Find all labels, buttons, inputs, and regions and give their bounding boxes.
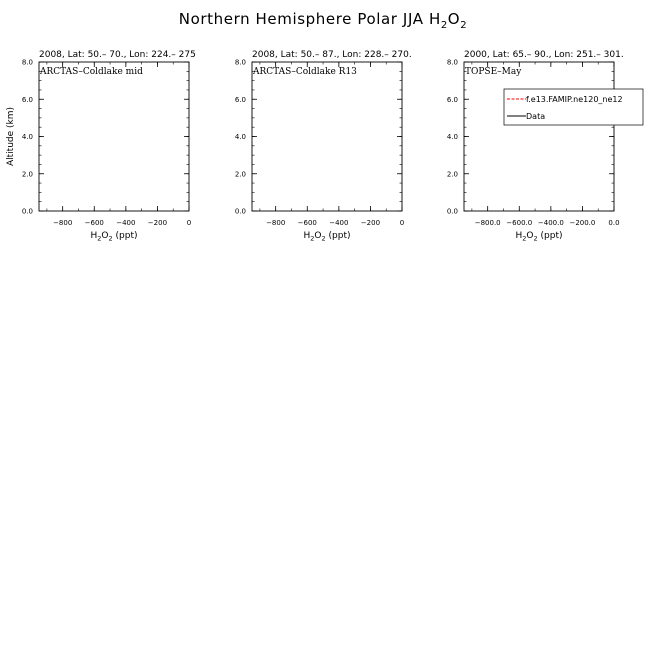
plot-frame — [39, 62, 189, 211]
x-tick-label: −400.0 — [537, 219, 564, 227]
panel-label: ARCTAS–Coldlake R13 — [253, 67, 357, 77]
y-tick-label: 2.0 — [21, 170, 33, 179]
x-tick-label: −600 — [297, 219, 317, 227]
y-tick-label: 0.0 — [446, 207, 458, 216]
x-axis-label: $H_2O_2$ (ppt) — [515, 231, 563, 243]
x-axis-label: $H_2O_2$ (ppt) — [90, 231, 138, 243]
x-axis-label: $H_2O_2$ (ppt) — [303, 231, 351, 243]
plot-frame — [464, 62, 614, 211]
y-tick-label: 6.0 — [234, 95, 246, 104]
y-tick-label: 4.0 — [446, 133, 458, 141]
x-tick-label: −600 — [84, 219, 104, 227]
y-tick-label: 8.0 — [446, 58, 458, 67]
x-tick-label: 0 — [186, 219, 192, 227]
chart-panel-2 — [235, 50, 412, 243]
y-tick-label: 6.0 — [446, 95, 458, 104]
legend — [504, 89, 643, 125]
x-tick-label: −200.0 — [569, 219, 596, 227]
panel-label: TOPSE–May — [465, 67, 522, 77]
x-tick-label: 0 — [399, 219, 405, 227]
y-tick-label: 4.0 — [21, 133, 33, 141]
chart-panel-3 — [447, 50, 643, 243]
x-tick-label: −800 — [266, 219, 286, 227]
y-tick-label: 2.0 — [446, 170, 458, 179]
chart-panel-1 — [6, 50, 196, 243]
x-tick-label: −400 — [329, 219, 349, 227]
y-tick-label: 6.0 — [21, 95, 33, 104]
panel-label: ARCTAS–Coldlake mid — [40, 67, 143, 77]
x-tick-label: −200 — [147, 219, 168, 227]
x-tick-label: −800.0 — [474, 219, 501, 227]
x-tick-label: −800 — [53, 219, 73, 227]
x-tick-label: −200 — [360, 219, 381, 227]
x-tick-label: 0.0 — [608, 219, 620, 227]
y-tick-label: 8.0 — [21, 58, 33, 67]
x-tick-label: −400 — [116, 219, 136, 227]
x-tick-label: −600.0 — [506, 219, 533, 227]
y-tick-label: 2.0 — [234, 170, 246, 179]
legend-label-2: Data — [526, 112, 546, 121]
y-tick-label: 0.0 — [21, 207, 33, 216]
y-tick-label: 4.0 — [234, 133, 246, 141]
plot-frame — [252, 62, 402, 211]
legend-label-1: f.e13.FAMIP.ne120_ne12 — [526, 95, 623, 104]
panel-header: 2008, Lat: 50.– 87., Lon: 228.– 270. — [252, 50, 412, 60]
y-axis-label: Altitude (km) — [6, 106, 16, 167]
figure-title: Northern Hemisphere Polar JJA $H_2O_2$ — [178, 10, 468, 31]
panel-header: 2008, Lat: 50.– 70., Lon: 224.– 275 — [39, 50, 196, 60]
y-tick-label: 0.0 — [234, 207, 246, 216]
panel-header: 2000, Lat: 65.– 90., Lon: 251.– 301. — [464, 50, 624, 60]
y-tick-label: 8.0 — [234, 58, 246, 67]
